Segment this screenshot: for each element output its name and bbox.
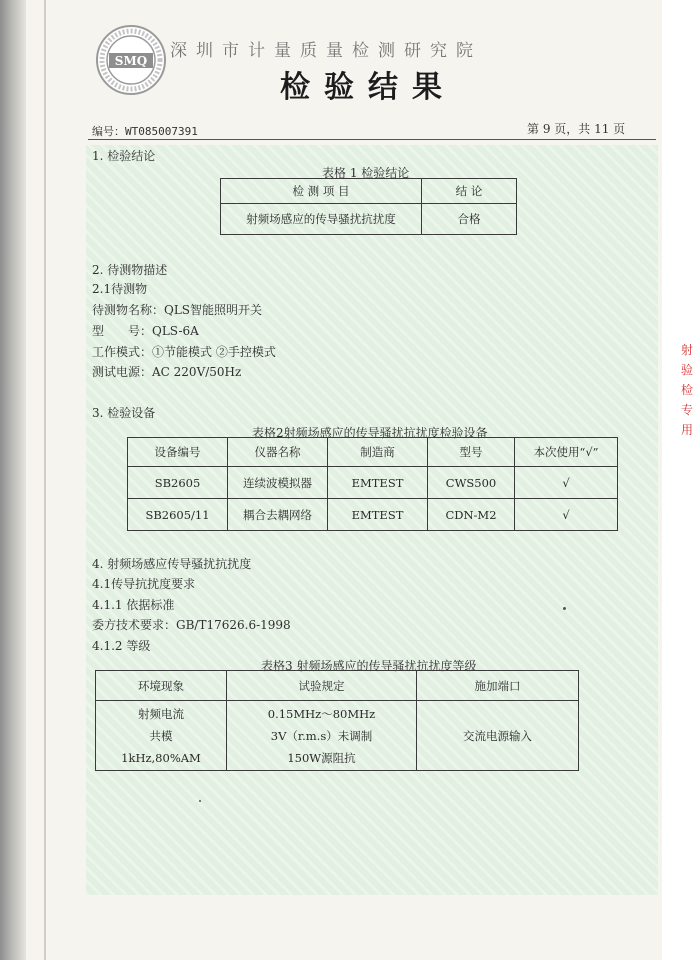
specification-line: 0.15MHz～80MHz bbox=[267, 706, 376, 721]
stamp-char: 射 bbox=[680, 343, 693, 357]
stamp-char: 检 bbox=[680, 383, 693, 397]
column-header: 仪器名称 bbox=[228, 438, 328, 467]
page-right-edge bbox=[662, 0, 700, 960]
column-header: 结 论 bbox=[422, 179, 517, 204]
organization-name: 深圳市计量质量检测研究院 bbox=[170, 41, 482, 61]
page-indicator: 第 9 页，共 11 页 bbox=[527, 122, 626, 136]
specification-cell bbox=[227, 701, 417, 771]
check-mark-cell: √ bbox=[515, 499, 618, 531]
stamp-char: 验 bbox=[680, 363, 693, 377]
table2-caption: 表格2射频场感应的传导骚扰抗扰度检验设备 bbox=[252, 426, 488, 440]
table-header-row bbox=[128, 438, 618, 467]
table-row bbox=[96, 701, 579, 771]
logo-text: SMQ bbox=[114, 54, 148, 68]
specification-line: 3V（r.m.s）未调制 bbox=[270, 728, 373, 743]
table-row bbox=[221, 204, 517, 235]
page-margin-line bbox=[44, 0, 46, 960]
document-title: 检验结果 bbox=[280, 70, 456, 105]
conclusion-cell: 合格 bbox=[422, 204, 517, 235]
table3-caption: 表格3 射频场感应的传导骚扰抗扰度等级 bbox=[261, 659, 477, 673]
dut-model: 型 号：QLS-6A bbox=[92, 324, 199, 338]
section3-heading: 3. 检验设备 bbox=[92, 406, 156, 420]
section2-heading: 2. 待测物描述 bbox=[92, 263, 168, 277]
equipment-id-cell: SB2605 bbox=[128, 467, 228, 499]
dut-name: 待测物名称：QLS智能照明开关 bbox=[92, 303, 263, 317]
phenomenon-line: 1kHz,80%AM bbox=[121, 750, 201, 765]
report-number: 编号：WT085007391 bbox=[92, 125, 198, 138]
dut-mode: 工作模式：①节能模式 ②手控模式 bbox=[92, 345, 276, 359]
column-header: 施加端口 bbox=[417, 671, 579, 701]
phenomenon-cell bbox=[96, 701, 227, 771]
port-cell: 交流电源输入 bbox=[417, 701, 579, 771]
section4-subheading: 4.1传导抗扰度要求 bbox=[92, 577, 196, 591]
table-header-row bbox=[221, 179, 517, 204]
section4-heading: 4. 射频场感应传导骚扰抗扰度 bbox=[92, 557, 252, 571]
phenomenon-line: 射频电流 bbox=[138, 706, 184, 721]
check-mark-cell: √ bbox=[515, 467, 618, 499]
stamp-char: 专 bbox=[680, 403, 693, 417]
scan-speck bbox=[199, 800, 201, 802]
conclusion-table bbox=[220, 178, 517, 235]
test-item-cell: 射频场感应的传导骚扰抗扰度 bbox=[221, 204, 422, 235]
grade-table bbox=[95, 670, 579, 771]
column-header: 检 测 项 目 bbox=[221, 179, 422, 204]
book-spine-shadow bbox=[0, 0, 26, 960]
column-header: 试验规定 bbox=[227, 671, 417, 701]
table-header-row bbox=[96, 671, 579, 701]
column-header: 制造商 bbox=[328, 438, 428, 467]
technical-requirement: 委方技术要求：GB/T17626.6-1998 bbox=[92, 618, 291, 632]
stamp-char: 用 bbox=[680, 423, 693, 437]
manufacturer-cell: EMTEST bbox=[328, 467, 428, 499]
table-row bbox=[128, 467, 618, 499]
column-header: 环境现象 bbox=[96, 671, 227, 701]
dut-power: 测试电源：AC 220V/50Hz bbox=[92, 365, 242, 379]
specification-line: 150W源阻抗 bbox=[287, 750, 356, 765]
section1-heading: 1. 检验结论 bbox=[92, 149, 156, 163]
instrument-name-cell: 耦合去耦网络 bbox=[228, 499, 328, 531]
manufacturer-cell: EMTEST bbox=[328, 499, 428, 531]
instrument-name-cell: 连续波模拟器 bbox=[228, 467, 328, 499]
smq-logo bbox=[95, 24, 167, 96]
section2-subheading: 2.1待测物 bbox=[92, 282, 148, 296]
grade-heading: 4.1.2 等级 bbox=[92, 639, 151, 653]
equipment-table bbox=[127, 437, 618, 531]
table1-caption: 表格 1 检验结论 bbox=[322, 166, 410, 180]
model-cell: CWS500 bbox=[428, 467, 515, 499]
table-row bbox=[128, 499, 618, 531]
column-header: 设备编号 bbox=[128, 438, 228, 467]
header-divider bbox=[88, 139, 656, 140]
column-header: 型号 bbox=[428, 438, 515, 467]
standard-heading: 4.1.1 依据标准 bbox=[92, 598, 175, 612]
phenomenon-line: 共模 bbox=[149, 728, 173, 743]
equipment-id-cell: SB2605/11 bbox=[128, 499, 228, 531]
scan-speck bbox=[563, 607, 566, 610]
column-header: 本次使用“√” bbox=[515, 438, 618, 467]
model-cell: CDN-M2 bbox=[428, 499, 515, 531]
inspection-stamp-fragment bbox=[678, 340, 696, 440]
